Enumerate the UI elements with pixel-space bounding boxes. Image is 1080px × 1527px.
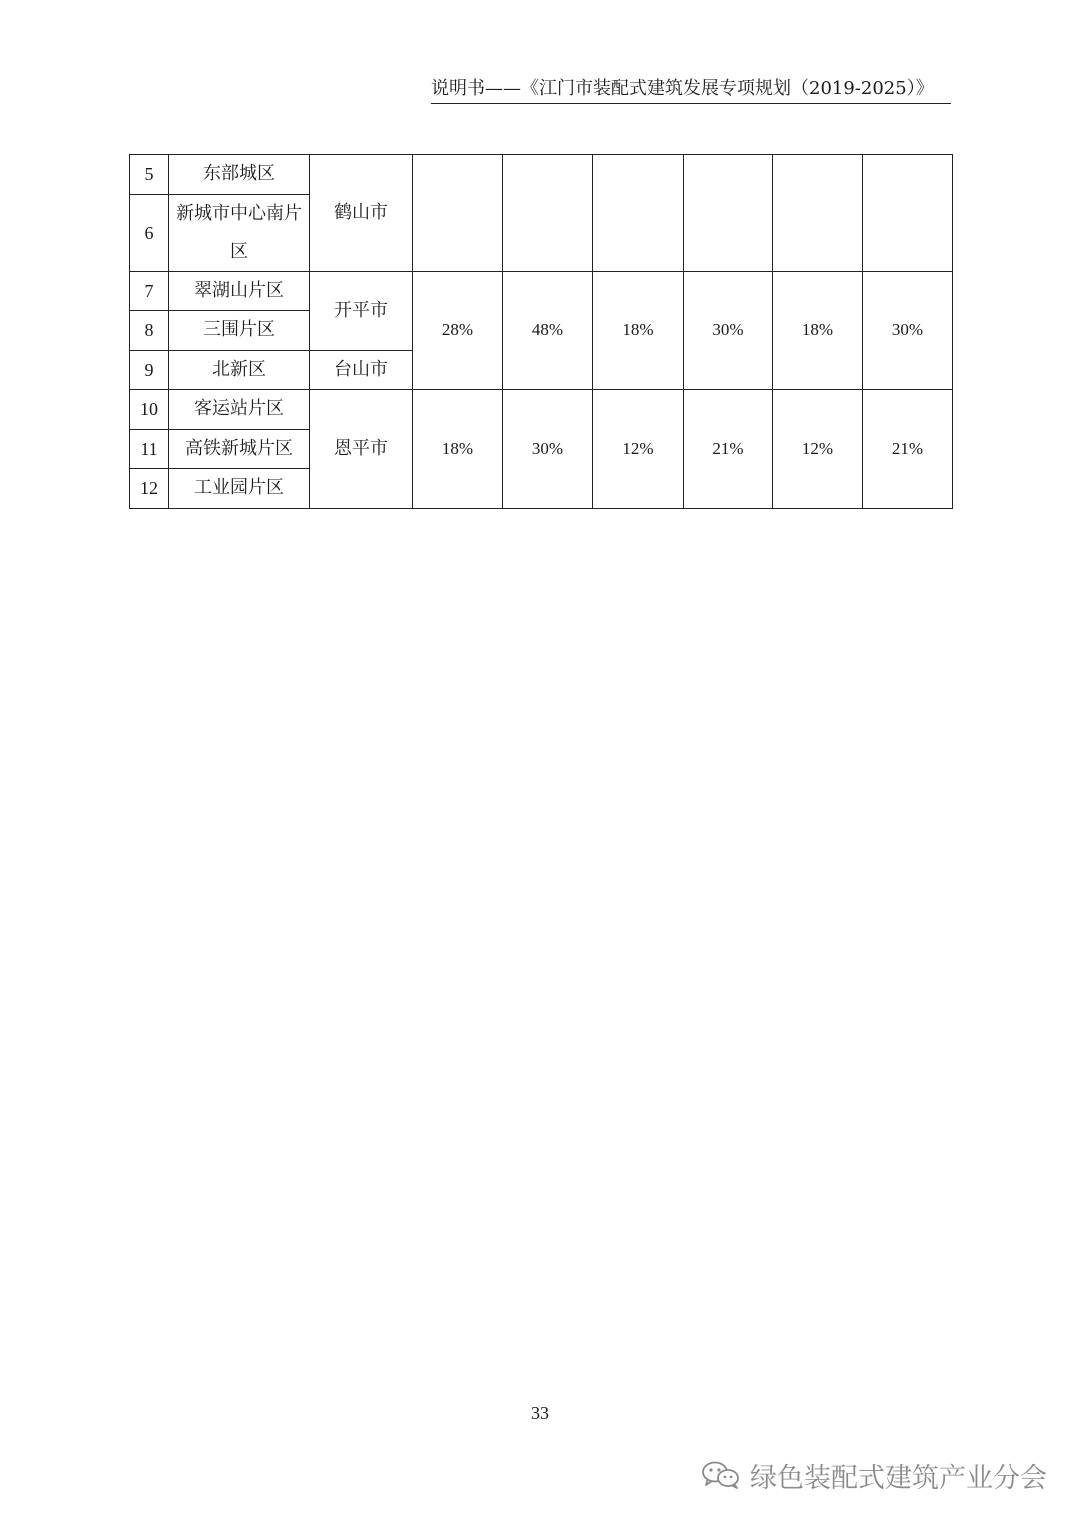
value-cell: 30%: [503, 390, 593, 509]
value-cell: 48%: [503, 271, 593, 390]
value-cell: 28%: [413, 271, 503, 390]
value-cell: [503, 155, 593, 272]
value-cell: 30%: [684, 271, 773, 390]
value-cell: 21%: [684, 390, 773, 509]
area-name: 三围片区: [169, 311, 310, 351]
city-name: 台山市: [310, 350, 413, 390]
page-number: 33: [531, 1403, 549, 1423]
area-name: 客运站片区: [169, 390, 310, 430]
area-name: 翠湖山片区: [169, 271, 310, 311]
value-cell: [413, 155, 503, 272]
watermark: [700, 1460, 1047, 1494]
value-cell: [863, 155, 953, 272]
header-title: 说明书——《江门市装配式建筑发展专项规划（2019-2025）》: [431, 78, 934, 99]
city-name: 鹤山市: [310, 155, 413, 272]
area-name: 工业园片区: [169, 469, 310, 509]
area-name: 北新区: [169, 350, 310, 390]
row-number: 10: [130, 390, 169, 430]
value-cell: 18%: [413, 390, 503, 509]
value-cell: [593, 155, 684, 272]
watermark-text: 绿色装配式建筑产业分会: [750, 1462, 1047, 1494]
row-number: 8: [130, 311, 169, 351]
value-cell: [773, 155, 863, 272]
document-header: [431, 76, 951, 104]
value-cell: 30%: [863, 271, 953, 390]
value-cell: 18%: [773, 271, 863, 390]
table-row: [130, 155, 953, 195]
city-name: 开平市: [310, 271, 413, 350]
area-name: 东部城区: [169, 155, 310, 195]
row-number: 11: [130, 429, 169, 469]
row-number: 12: [130, 469, 169, 509]
wechat-icon: [700, 1460, 742, 1490]
area-name: 新城市中心南片区: [169, 194, 310, 271]
table-row: [130, 271, 953, 311]
table-row: [130, 390, 953, 430]
row-number: 7: [130, 271, 169, 311]
value-cell: [684, 155, 773, 272]
city-name: 恩平市: [310, 390, 413, 509]
value-cell: 12%: [593, 390, 684, 509]
area-name: 高铁新城片区: [169, 429, 310, 469]
row-number: 6: [130, 194, 169, 271]
value-cell: 12%: [773, 390, 863, 509]
planning-table: [129, 154, 953, 509]
value-cell: 21%: [863, 390, 953, 509]
row-number: 9: [130, 350, 169, 390]
value-cell: 18%: [593, 271, 684, 390]
row-number: 5: [130, 155, 169, 195]
